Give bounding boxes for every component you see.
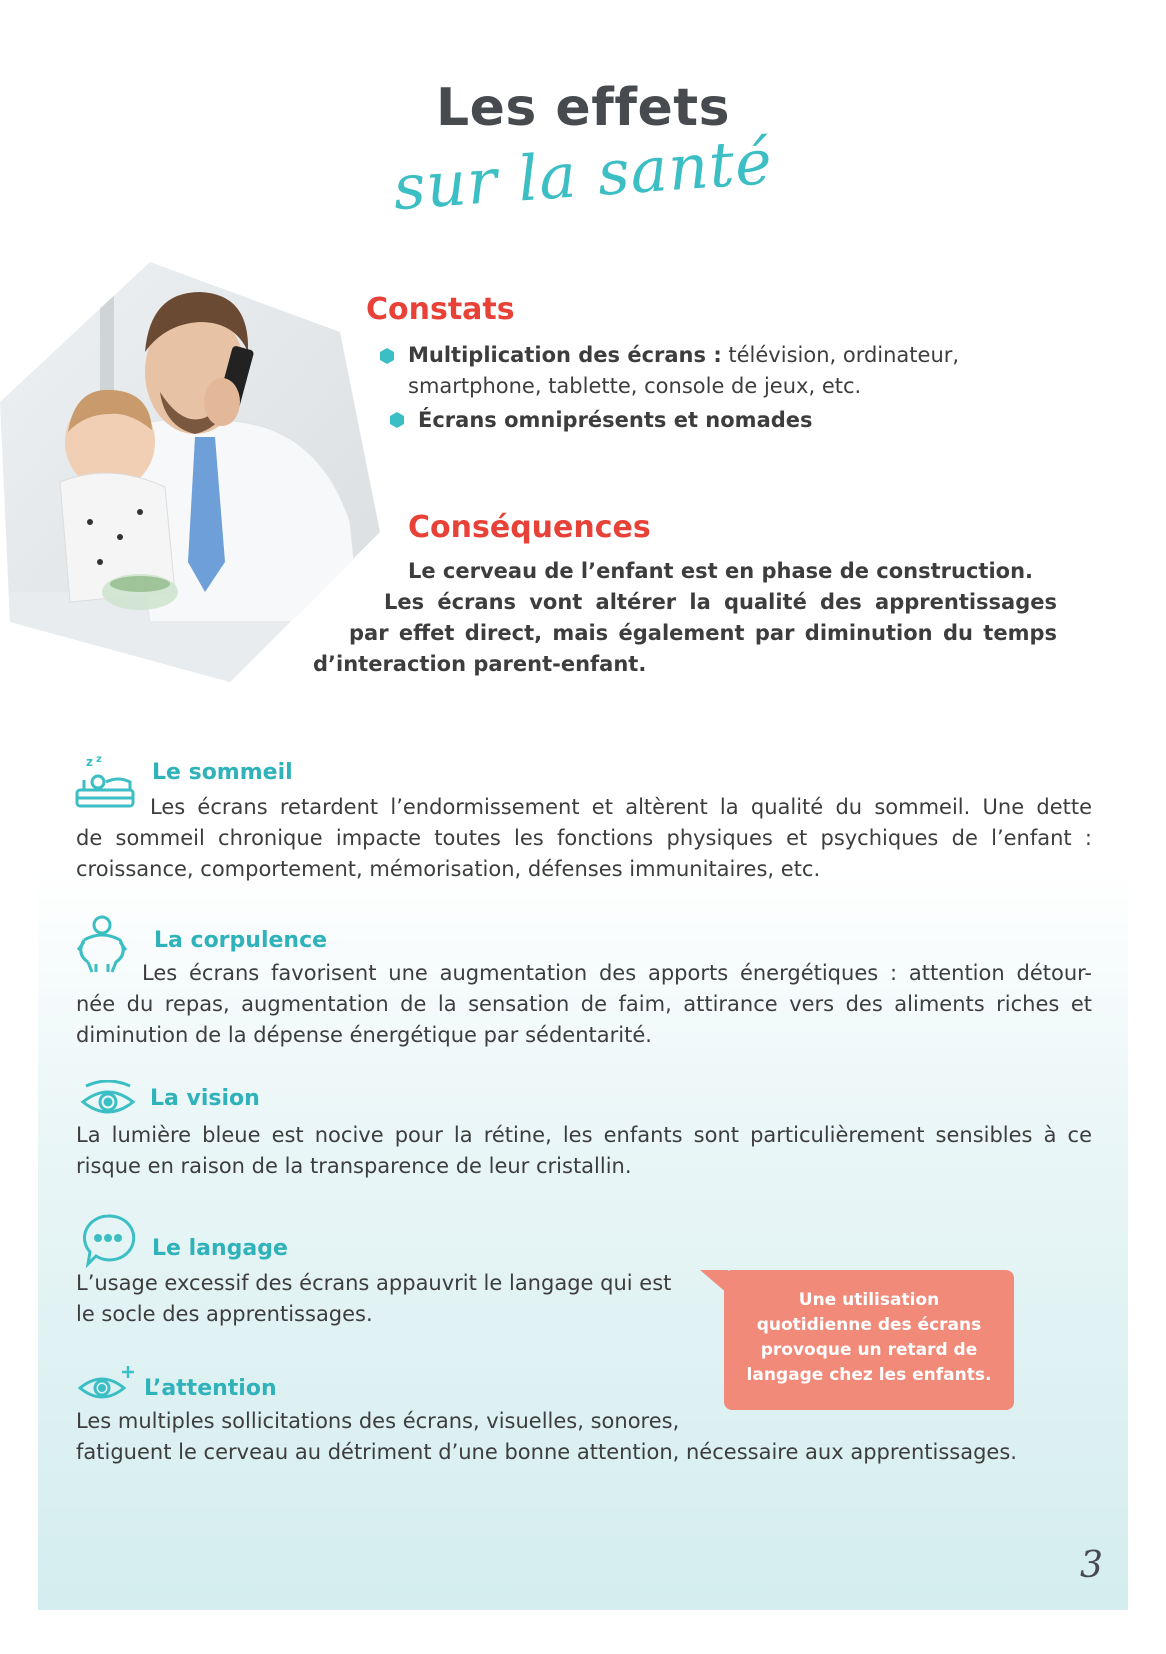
sommeil-line-3: croissance, comportement, mémorisation, défenses immunitaires, etc. (76, 857, 821, 881)
sleep-bed-icon (74, 752, 136, 810)
callout-line-4: langage chez les enfants. (746, 1365, 992, 1385)
vision-line-1: La lumière bleue est nocive pour la rétine, les enfants sont particulièrement sensibles à ce (76, 1123, 1092, 1147)
page-title: Les effets (435, 78, 731, 138)
corpulence-line-2: née du repas, augmentation de la sensation de faim, attirance vers des aliments riches et (76, 992, 1092, 1016)
langage-line-2: le socle des apprentissages. (76, 1302, 373, 1326)
speech-bubble-icon (80, 1212, 136, 1268)
body-corpulence-icon (74, 914, 130, 974)
constats-item-1-line2: smartphone, tablette, console de jeux, etc. (408, 374, 862, 398)
sommeil-line-1: Les écrans retardent l’endormissement et altèrent la qualité du sommeil. Une dette (150, 795, 1092, 819)
corpulence-line-3: diminution de la dépense énergétique par sédentarité. (76, 1023, 652, 1047)
langage-title: Le langage (152, 1236, 288, 1261)
corpulence-line-1: Les écrans favorisent une augmentation des apports énergétiques : attention détour- (142, 961, 1092, 985)
consequences-line-2: Les écrans vont altérer la qualité des apprentissages (384, 590, 1057, 614)
vision-line-2: risque en raison de la transparence de leur cristallin. (76, 1154, 632, 1178)
sommeil-line-2: de sommeil chronique impacte toutes les fonctions physiques et psychiques de l’enfant : (76, 826, 1092, 850)
constats-item-1-bold: Multiplication des écrans : (408, 343, 722, 367)
constats-item-1-rest: télévision, ordinateur, (721, 343, 960, 367)
constats-item-2-bold: Écrans omniprésents et nomades (418, 408, 813, 432)
svg-text:z: z (86, 755, 93, 769)
langage-callout (724, 1270, 1014, 1410)
page-number: 3 (1080, 1545, 1103, 1586)
vision-title: La vision (150, 1086, 260, 1111)
hexagon-bullet-icon (380, 348, 394, 364)
attention-line-1: Les multiples sollicitations des écrans, visuelles, sonores, (76, 1409, 680, 1433)
constats-heading: Constats (366, 292, 515, 327)
consequences-line-4: d’interaction parent-enfant. (313, 652, 647, 676)
attention-line-2: fatiguent le cerveau au détriment d’une bonne attention, nécessaire aux apprentissages. (76, 1440, 1017, 1464)
constats-item-2 (418, 405, 813, 436)
langage-line-1: L’usage excessif des écrans appauvrit le langage qui est (76, 1271, 672, 1295)
attention-title: L’attention (144, 1376, 277, 1401)
constats-item-1 (408, 340, 1028, 371)
callout-line-2: quotidienne des écrans (756, 1315, 982, 1335)
father-baby-photo (0, 262, 380, 682)
callout-line-1: Une utilisation (798, 1290, 940, 1310)
eye-sparkle-attention-icon (78, 1364, 134, 1402)
sommeil-title: Le sommeil (152, 760, 293, 785)
svg-text:z: z (96, 754, 102, 765)
consequences-line-1: Le cerveau de l’enfant est en phase de construction. (408, 559, 1034, 583)
page-subtitle-script: sur la santé (390, 124, 776, 225)
callout-line-3: provoque un retard de (760, 1340, 978, 1360)
consequences-line-3: par effet direct, mais également par diminution du temps (349, 621, 1057, 645)
corpulence-title: La corpulence (154, 928, 328, 953)
consequences-heading: Conséquences (408, 510, 651, 545)
eye-vision-icon (80, 1080, 136, 1118)
hexagon-bullet-icon (390, 412, 404, 428)
